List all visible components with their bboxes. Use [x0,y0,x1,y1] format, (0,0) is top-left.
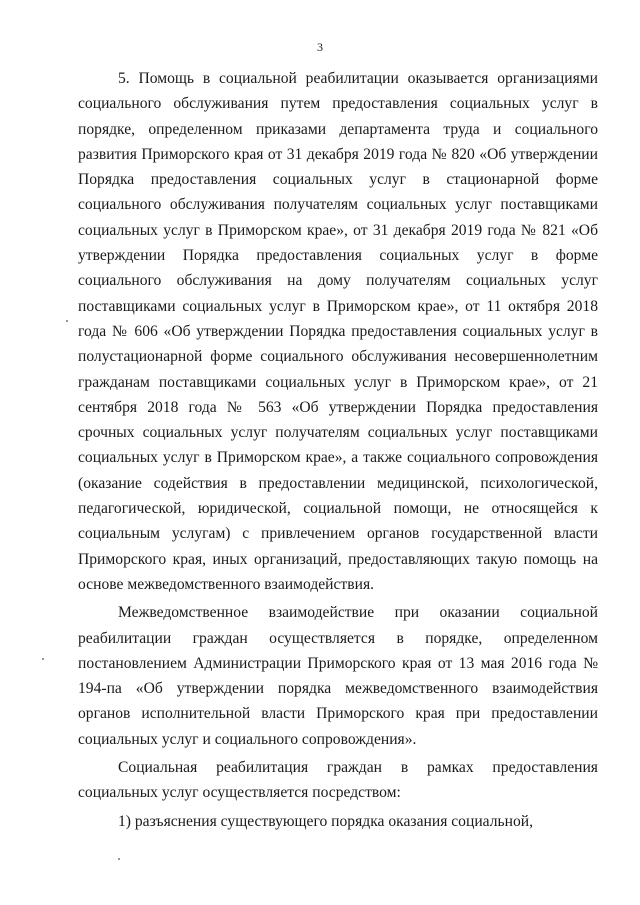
paragraph-rehabilitation-means: Социальная реабилитация граждан в рамках предоставления социальных услуг осуществляется посредством: [78,759,598,802]
paragraph-rehabilitation-assistance: 5. Помощь в социальной реабилитации оказывается организациями социального обслуживания путем предоставления социальных услуг в порядке, определенном приказами департамента труда и социального развития Приморского края от 31 декабря 2019 года № 820 «Об утверждении Порядка предоставления социальных услуг в стационарной форме социального обслуживания получателям социальных услуг поставщиками социальных услуг в Приморском крае», от 31 декабря 2019 года № 821 «Об утверждении Порядка предоставления социальных услуг в форме социального обслуживания на дому получателям социальных услуг поставщиками социальных услуг в Приморском крае», от 11 октября 2018 года № 606 «Об утверждении Порядка предоставления социальных услуг в полустационарной форме социального обслуживания несовершеннолетним гражданам поставщиками социальных услуг в Приморском крае», от 21 сентября 2018 года № 563 «Об утверждении Порядка предоставления срочных социальных услуг получателям социальных услуг поставщиками социальных услуг в Приморском крае», а также социального сопровождения (оказание содействия в предоставлении медицинской, психологической, педагогической, юридической, социальной помощи, не относящейся к социальным услугам) с привлечением органов государственной власти Приморского края, иных организаций, предоставляющих такую помощь на основе межведомственного взаимодействия. [78,70,598,593]
scan-speck [42,658,44,660]
paragraph-list-item-1: 1) разъяснения существующего порядка оказания социальной, [118,812,534,830]
scan-speck [66,320,68,322]
document-body [78,66,598,834]
paragraph-interagency-cooperation: Межведомственное взаимодействие при оказании социальной реабилитации граждан осуществляется в порядке, определенном постановлением Администрации Приморского края от 13 мая 2016 года № 194-па «Об утверждении порядка межведомственного взаимодействия органов исполнительной власти Приморского края при предоставлении социальных услуг и социального сопровождения». [78,604,598,748]
scan-speck [118,858,120,860]
page-number: 3 [317,40,323,54]
